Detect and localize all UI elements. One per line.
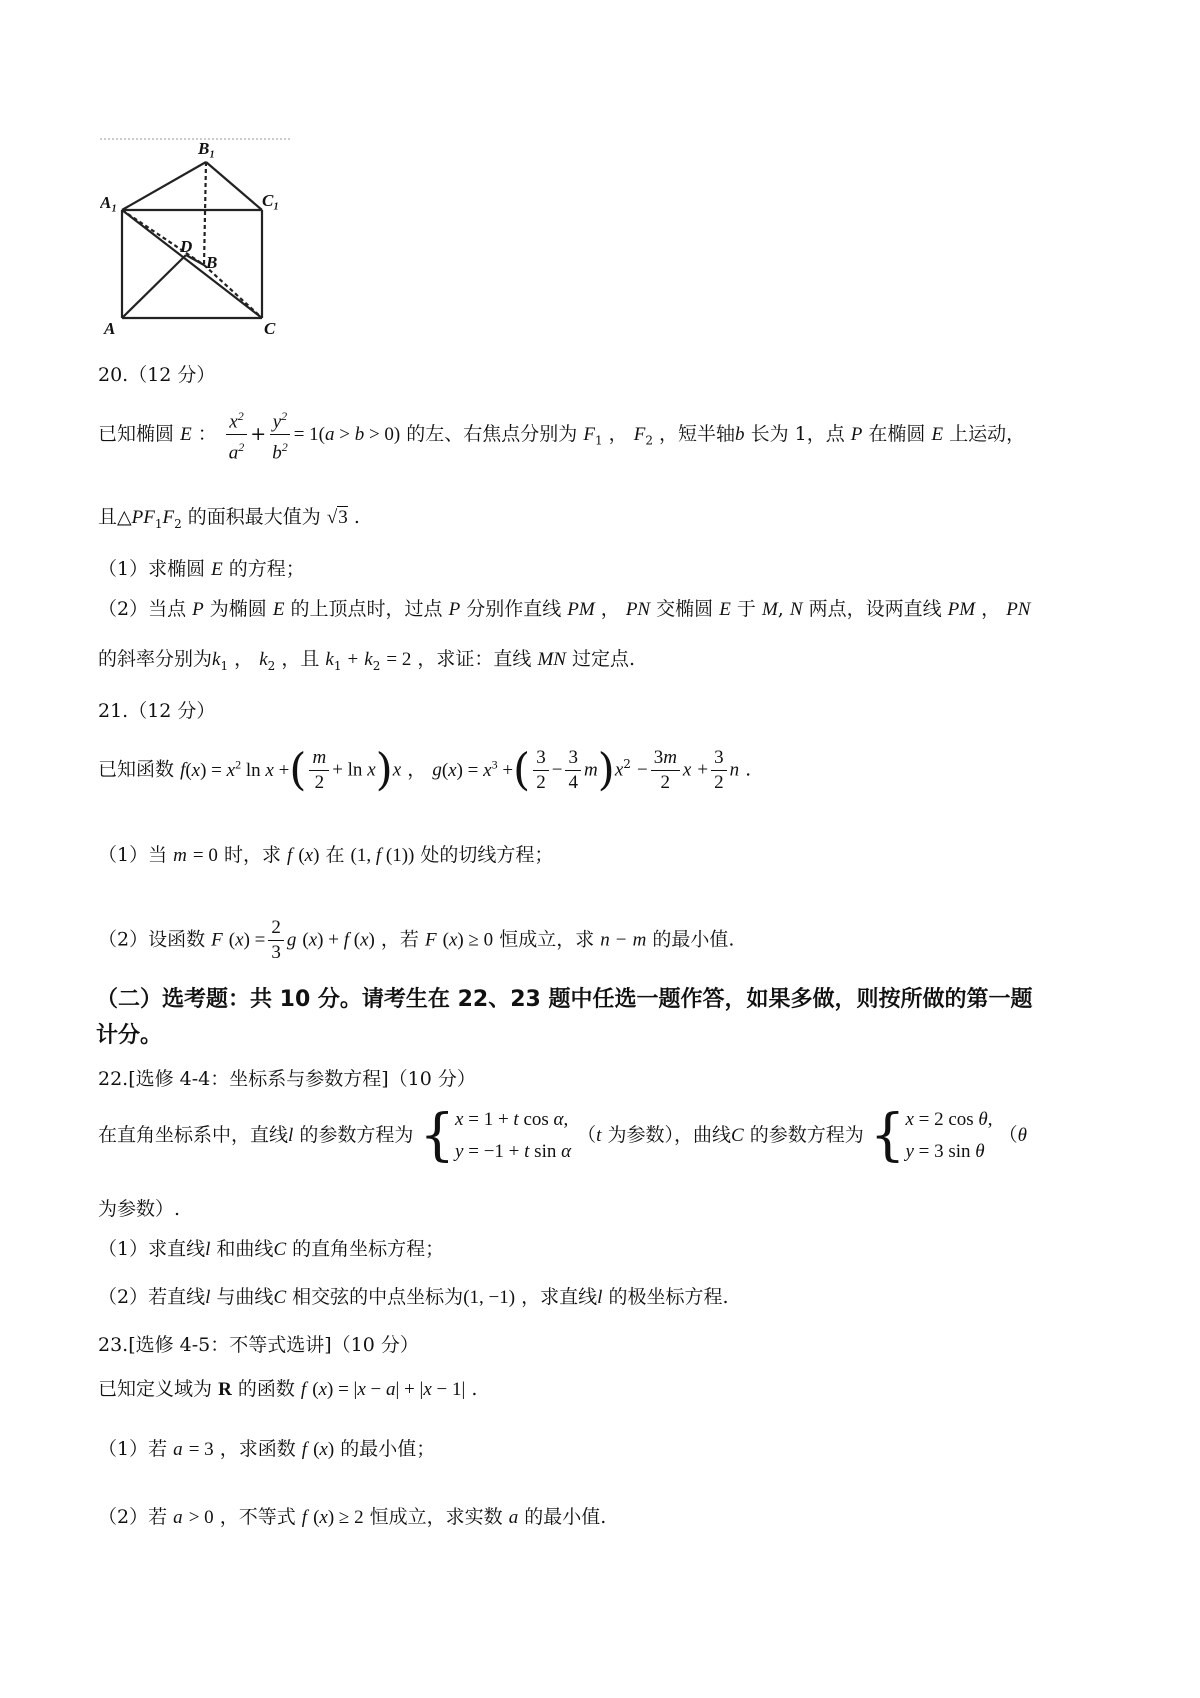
q21-part2-c: 恒成立，求 [499, 928, 595, 951]
edge-a1-c [122, 210, 262, 318]
q22-part2-d: ，求直线 [521, 1286, 598, 1308]
q20-part2-line2-a: 的斜率分别为 [98, 648, 213, 670]
label-c1: C₁ [262, 191, 280, 210]
q20-text-f: 上运动， [949, 422, 1026, 445]
q22-part1-a: （1）求直线 [98, 1238, 206, 1260]
q23-text-b: 的函数 [237, 1378, 295, 1400]
q23-text-a: 已知定义域为 [98, 1378, 213, 1400]
q22-text-a: 在直角坐标系中，直线 [98, 1124, 289, 1146]
q20-part2-line2-c: ，求证：直线 [417, 648, 532, 670]
q20-part2-line2-d: 过定点. [572, 648, 636, 670]
q23-part2-b: ，不等式 [219, 1506, 296, 1528]
q22-part1: （1）求直线l 和曲线C 的直角坐标方程； [98, 1238, 445, 1260]
q20-text-e: 在椭圆 [868, 422, 926, 445]
label-a: A [104, 319, 116, 338]
q22-header: 22.[选修 4-4：坐标系与参数方程]（10 分） [98, 1068, 476, 1090]
q20-line2-b: 的面积最大值为 [187, 506, 321, 528]
q23-part2-c: 恒成立，求实数 [369, 1506, 503, 1528]
q22-part1-c: 的直角坐标方程； [292, 1238, 445, 1260]
q20-text-c: ，短半轴 [659, 422, 736, 445]
q21-header: 21.（12 分） [98, 700, 216, 722]
edge-b1-b [204, 162, 206, 265]
q20-text-d: 长为 1，点 [750, 422, 845, 445]
q21-text-a: 已知函数 [98, 758, 175, 781]
q20-part2-d: 分别作直线 [466, 598, 562, 620]
q20-line2-a: 且△ [98, 506, 132, 528]
q20-part2-a: （2）当点 [98, 598, 187, 620]
q22-line-system: { x = 1 + t cos α, y = −1 + t sin α [419, 1103, 572, 1168]
q23-part1-b: ，求函数 [219, 1438, 296, 1460]
label-d: D [180, 237, 193, 256]
q20-part2-c: 的上顶点时，过点 [290, 598, 443, 620]
q21-stem: 已知函数 $f(x) = x^2$ ln x +( $\frac{m}{2}$ + ln x)x ， $g(x) = x^3$ +( $\frac{3}{2}$ − $\frac{3}{4}$ $m)x^2$ − $\frac{3m}{2}$ x + $\frac{3}{2}$ n . [98, 744, 752, 796]
q23-part1: （1）若 a = 3 ，求函数 f (x) 的最小值； [98, 1438, 436, 1460]
label-a1: A₁ [100, 193, 118, 212]
q21-part1-c: 在 [325, 844, 345, 866]
q22-text-d: 为参数），曲线 [607, 1124, 731, 1146]
q20-part2-g: 两点，设两直线 [808, 598, 942, 620]
q20-part2-line1: （2）当点 P 为椭圆 E 的上顶点时，过点 P 分别作直线 PM ， PN 交椭圆 E 于 M, N 两点，设两直线 PM ， PN [98, 598, 1031, 620]
q20-part2-line2: 的斜率分别为$k_1$ ， $k_2$ ，且 $k_1 + k_2 = 2$ ，求证：直线 MN 过定点. [98, 648, 636, 673]
q23-part2: （2）若 a > 0 ，不等式 f (x) ≥ 2 恒成立，求实数 a 的最小值. [98, 1506, 607, 1528]
q20-part2-line2-b: ，且 [281, 648, 320, 670]
q20-text-b: 的左、右焦点分别为 [406, 422, 578, 445]
q21-part2: （2）设函数 F (x) = $\frac{2}{3}$ g (x) + f (x) ，若 F (x) ≥ 0 恒成立，求 n − m 的最小值. [98, 917, 735, 963]
prism-figure [100, 140, 300, 340]
q22-part1-b: 和曲线 [216, 1238, 274, 1260]
q20-text-a: 已知椭圆 [98, 422, 175, 445]
q20-stem-line2: 且$\triangle PF_1F_2$ 的面积最大值为 √3 . [98, 506, 360, 531]
q20-header: 20.（12 分） [98, 364, 216, 386]
q23-part1-a: （1）若 [98, 1438, 168, 1460]
q22-text-b: 的参数方程为 [299, 1124, 414, 1146]
q22-text-e: 的参数方程为 [749, 1124, 864, 1146]
q21-part1: （1）当 m = 0 时，求 f (x) 在 (1, f (1)) 处的切线方程； [98, 844, 554, 866]
label-b: B [206, 253, 218, 272]
q20-part2-b: 为椭圆 [209, 598, 267, 620]
edge-a-d [122, 255, 186, 318]
q22-line2: 为参数）. [98, 1198, 181, 1220]
q22-text-c: （ [577, 1124, 597, 1146]
edge-b1-c1 [206, 162, 262, 210]
q22-part2: （2）若直线l 与曲线C 相交弦的中点坐标为(1, −1) ，求直线l 的极坐标方程. [98, 1286, 729, 1308]
q20-part1-b: 的方程； [228, 558, 305, 580]
q20-stem-line1: 已知椭圆 E ： $\frac{x^2}{a^2}$ + $\frac{y^2}{b^2}$ = 1(a > b > 0) 的左、右焦点分别为 $F_1$ ， $F_2$ ，短半轴b 长为 1，点 P 在椭圆 E 上运动， [98, 406, 1025, 464]
q22-part2-b: 与曲线 [216, 1286, 274, 1308]
q21-part2-d: 的最小值. [652, 928, 735, 951]
q21-part2-a: （2）设函数 [98, 928, 206, 951]
label-b1: B₁ [198, 140, 216, 158]
q22-part2-e: 的极坐标方程. [608, 1286, 729, 1308]
q21-part1-a: （1）当 [98, 844, 168, 866]
section2-line1: （二）选考题：共 10 分。请考生在 22、23 题中任选一题作答，如果多做，则按所做的第一题 [96, 987, 1033, 1012]
q23-stem: 已知定义域为 R 的函数 f (x) = |x − a| + |x − 1| . [98, 1378, 478, 1400]
q20-part1-a: （1）求椭圆 [98, 558, 206, 580]
section2-line2: 计分。 [96, 1023, 163, 1048]
q21-part1-d: 处的切线方程； [420, 844, 554, 866]
q20-part1: （1）求椭圆 E 的方程； [98, 558, 305, 580]
q22-part2-c: 相交弦的中点坐标为 [292, 1286, 464, 1308]
q22-part2-a: （2）若直线 [98, 1286, 206, 1308]
q23-part2-d: 的最小值. [524, 1506, 607, 1528]
edge-d-b [186, 255, 204, 265]
q21-part1-b: 时，求 [223, 844, 281, 866]
edge-b-c [204, 265, 262, 318]
q23-part1-c: 的最小值； [340, 1438, 436, 1460]
q22-curve-system: { x = 2 cos θ, y = 3 sin θ [869, 1103, 993, 1168]
q20-part2-e: 交椭圆 [656, 598, 714, 620]
q22-stem-line2 [98, 1196, 180, 1222]
q23-part2-a: （2）若 [98, 1506, 168, 1528]
q22-stem: 在直角坐标系中，直线l 的参数方程为 { x = 1 + t cos α, y = −1 + t sin α （t 为参数），曲线C 的参数方程为 { x = 2 cos θ, y = 3 sin θ （θ [98, 1103, 1027, 1168]
q23-header: 23.[选修 4-5：不等式选讲]（10 分） [98, 1334, 419, 1356]
q20-part2-f: 于 [736, 598, 756, 620]
q21-part2-b: ，若 [380, 928, 419, 951]
edge-a1-b1 [122, 162, 206, 210]
q22-text-f: （ [998, 1124, 1018, 1146]
label-c: C [264, 319, 276, 338]
